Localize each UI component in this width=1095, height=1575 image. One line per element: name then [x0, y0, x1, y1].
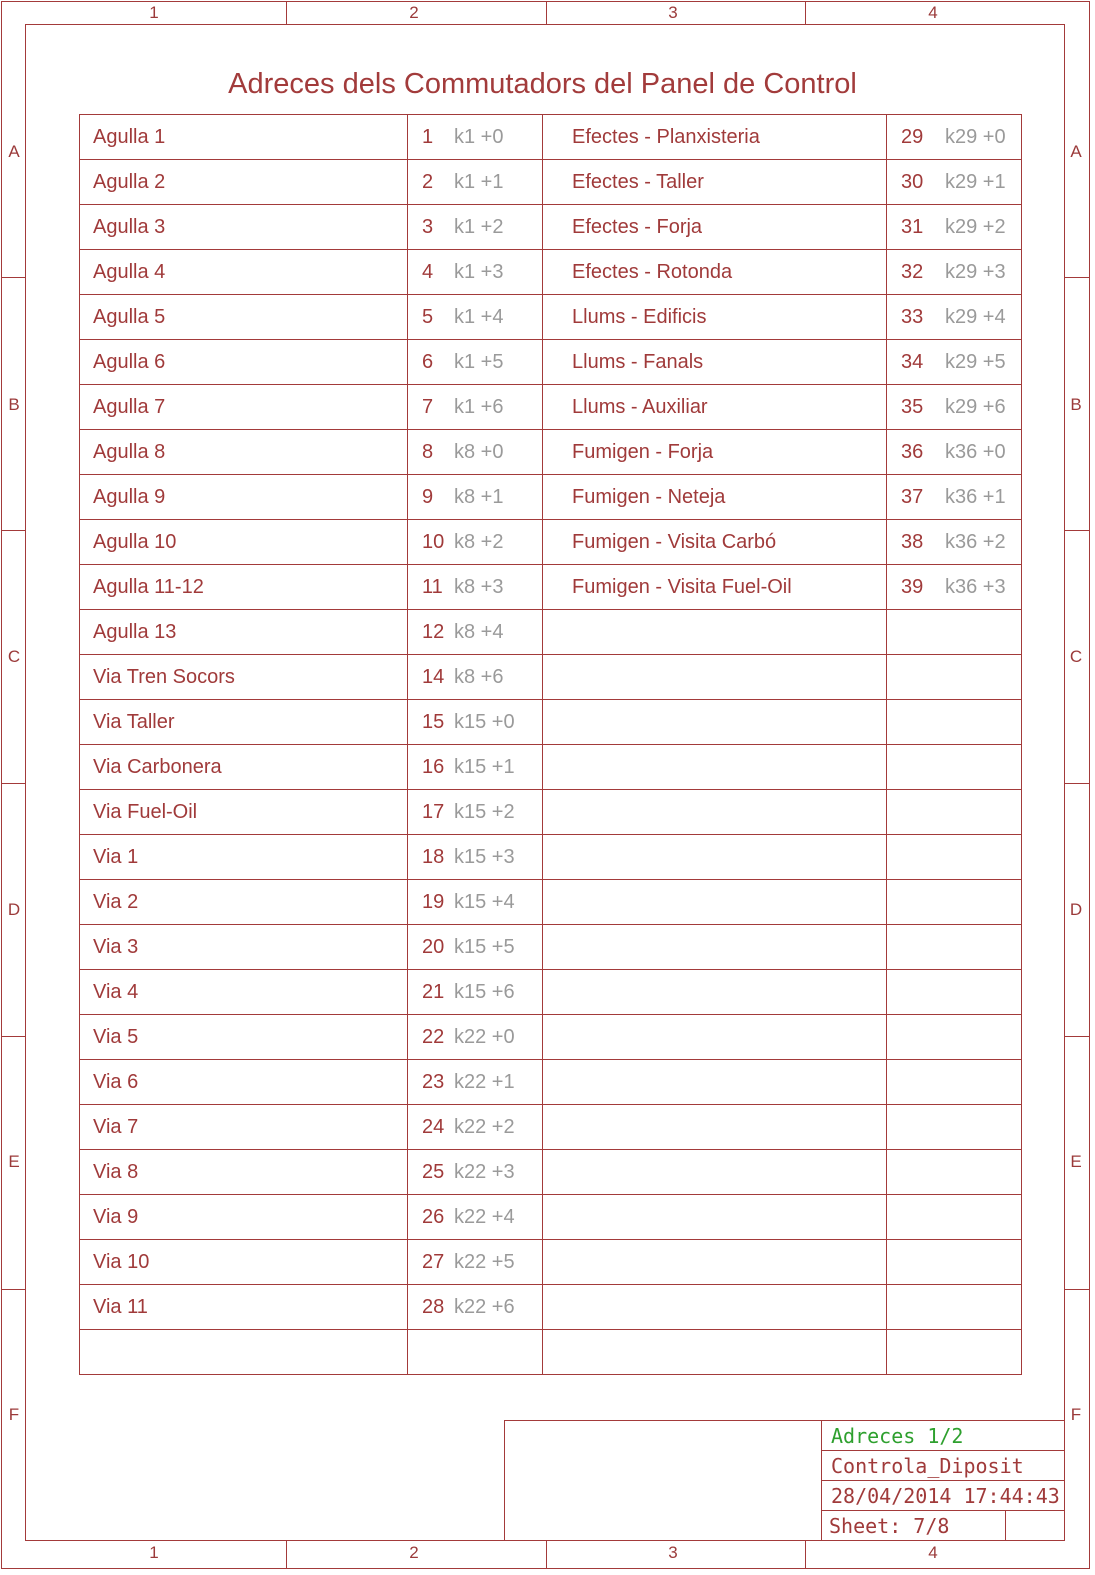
switch-address-cell [408, 295, 543, 340]
switch-name-cell [543, 520, 887, 565]
switch-address-cell [887, 115, 1022, 160]
switch-address-cell [408, 1330, 543, 1375]
switch-k-address: k36 +2 [945, 530, 1006, 553]
switch-name-cell [80, 520, 408, 565]
switch-name: Via 1 [93, 845, 139, 868]
switch-k-address: k8 +4 [454, 620, 504, 643]
switch-name: Via 9 [93, 1205, 139, 1228]
table-row [80, 1195, 1022, 1240]
switch-number: 32 [901, 260, 924, 283]
zone-divider [546, 1541, 547, 1568]
switch-address-cell [408, 700, 543, 745]
switch-number: 28 [422, 1295, 445, 1318]
switch-number: 36 [901, 440, 924, 463]
switch-number: 35 [901, 395, 924, 418]
switch-name-cell [80, 745, 408, 790]
switch-name-cell [543, 970, 887, 1015]
table-row [80, 1150, 1022, 1195]
switch-k-address: k29 +3 [945, 260, 1006, 283]
switch-name: Fumigen - Neteja [572, 485, 726, 508]
switch-name: Efectes - Planxisteria [572, 125, 760, 148]
switch-name: Via 2 [93, 890, 139, 913]
switch-number: 39 [901, 575, 924, 598]
switch-name-cell [80, 970, 408, 1015]
table-row [80, 835, 1022, 880]
switch-k-address: k22 +0 [454, 1025, 515, 1048]
switch-number: 26 [422, 1205, 445, 1228]
zone-divider [1, 783, 25, 784]
switch-number: 9 [422, 485, 434, 508]
switch-name: Via Carbonera [93, 755, 222, 778]
zone-label-col: 4 [928, 3, 938, 22]
switch-address-cell [887, 520, 1022, 565]
switch-address-cell [887, 385, 1022, 430]
switch-address-cell [408, 880, 543, 925]
switch-number: 14 [422, 665, 445, 688]
table-row [80, 790, 1022, 835]
table-row [80, 340, 1022, 385]
switch-name-cell [543, 430, 887, 475]
table-row [80, 205, 1022, 250]
switch-address-cell [408, 655, 543, 700]
switch-address-cell [408, 1015, 543, 1060]
switch-address-cell [887, 970, 1022, 1015]
switch-name: Agulla 2 [93, 170, 166, 193]
switch-number: 4 [422, 260, 434, 283]
switch-name-cell [80, 1105, 408, 1150]
switch-address-cell [887, 880, 1022, 925]
switch-number: 7 [422, 395, 434, 418]
switch-number: 24 [422, 1115, 445, 1138]
switch-address-cell [408, 1105, 543, 1150]
switch-name-cell [543, 565, 887, 610]
switch-address-cell [887, 1105, 1022, 1150]
switch-address-cell [408, 160, 543, 205]
switch-address-cell [408, 475, 543, 520]
switch-address-cell [408, 115, 543, 160]
switch-name: Llums - Edificis [572, 305, 707, 328]
zone-divider [1, 1036, 25, 1037]
table-row [80, 1240, 1022, 1285]
switch-address-cell [408, 970, 543, 1015]
switch-number: 38 [901, 530, 924, 553]
switch-number: 6 [422, 350, 434, 373]
table-row [80, 385, 1022, 430]
switch-k-address: k1 +2 [454, 215, 504, 238]
switch-address-cell [408, 610, 543, 655]
switch-address-cell [408, 430, 543, 475]
table-row [80, 430, 1022, 475]
switch-address-cell [408, 790, 543, 835]
zone-label-col: 1 [149, 3, 159, 22]
switch-name: Fumigen - Forja [572, 440, 714, 463]
zone-divider [1065, 1289, 1089, 1290]
address-table [79, 114, 1022, 1375]
switch-name: Efectes - Forja [572, 215, 703, 238]
switch-k-address: k22 +6 [454, 1295, 515, 1318]
switch-k-address: k29 +6 [945, 395, 1006, 418]
switch-k-address: k15 +2 [454, 800, 515, 823]
zone-label-row: B [8, 395, 20, 414]
switch-k-address: k8 +2 [454, 530, 504, 553]
zone-divider [1, 1289, 25, 1290]
switch-name-cell [543, 700, 887, 745]
switch-name-cell [543, 1060, 887, 1105]
switch-address-cell [887, 1150, 1022, 1195]
switch-k-address: k8 +6 [454, 665, 504, 688]
switch-k-address: k36 +0 [945, 440, 1006, 463]
switch-k-address: k15 +5 [454, 935, 515, 958]
switch-number: 31 [901, 215, 924, 238]
zone-divider [1, 530, 25, 531]
switch-address-cell [408, 1150, 543, 1195]
switch-address-cell [887, 1285, 1022, 1330]
switch-address-cell [887, 205, 1022, 250]
switch-address-cell [887, 340, 1022, 385]
switch-number: 1 [422, 125, 434, 148]
switch-number: 18 [422, 845, 445, 868]
switch-number: 29 [901, 125, 924, 148]
switch-name-cell [80, 160, 408, 205]
table-row [80, 745, 1022, 790]
switch-name-cell [543, 880, 887, 925]
page-title: Adreces dels Commutadors del Panel de Control [228, 68, 857, 100]
switch-name: Via 6 [93, 1070, 139, 1093]
switch-k-address: k29 +1 [945, 170, 1006, 193]
switch-name-cell [80, 430, 408, 475]
switch-name-cell [543, 1105, 887, 1150]
switch-address-cell [887, 1240, 1022, 1285]
zone-divider [1065, 530, 1089, 531]
switch-number: 3 [422, 215, 434, 238]
table-row [80, 565, 1022, 610]
switch-address-cell [887, 745, 1022, 790]
switch-name-cell [80, 1195, 408, 1240]
switch-name: Fumigen - Visita Carbó [572, 530, 777, 553]
switch-name-cell [543, 475, 887, 520]
switch-address-cell [408, 205, 543, 250]
switch-k-address: k29 +2 [945, 215, 1006, 238]
switch-name: Agulla 10 [93, 530, 177, 553]
switch-address-cell [887, 160, 1022, 205]
switch-name-cell [543, 1195, 887, 1240]
table-row [80, 1330, 1022, 1375]
switch-address-cell [887, 1195, 1022, 1240]
switch-k-address: k36 +1 [945, 485, 1006, 508]
switch-name-cell [543, 385, 887, 430]
zone-divider [546, 1, 547, 24]
zone-divider [805, 1, 806, 24]
switch-address-cell [887, 430, 1022, 475]
table-row [80, 880, 1022, 925]
switch-name-cell [80, 295, 408, 340]
zone-label-col: 1 [149, 1543, 159, 1562]
switch-name: Via Fuel-Oil [93, 800, 198, 823]
switch-k-address: k29 +0 [945, 125, 1006, 148]
switch-number: 37 [901, 485, 924, 508]
switch-name-cell [80, 340, 408, 385]
switch-name-cell [80, 250, 408, 295]
switch-name: Via 5 [93, 1025, 139, 1048]
switch-number: 23 [422, 1070, 445, 1093]
switch-name: Llums - Auxiliar [572, 395, 708, 418]
switch-number: 22 [422, 1025, 445, 1048]
switch-name-cell [543, 835, 887, 880]
switch-number: 5 [422, 305, 434, 328]
switch-number: 10 [422, 530, 445, 553]
switch-k-address: k15 +0 [454, 710, 515, 733]
switch-name: Agulla 1 [93, 125, 166, 148]
switch-name: Via 3 [93, 935, 139, 958]
switch-name-cell [80, 1060, 408, 1105]
switch-name-cell [80, 385, 408, 430]
switch-number: 2 [422, 170, 434, 193]
switch-name-cell [80, 700, 408, 745]
table-row [80, 1285, 1022, 1330]
switch-address-cell [887, 1015, 1022, 1060]
switch-k-address: k1 +5 [454, 350, 504, 373]
switch-name-cell [543, 745, 887, 790]
switch-name: Agulla 7 [93, 395, 166, 418]
switch-name: Via Tren Socors [93, 665, 235, 688]
table-row [80, 700, 1022, 745]
switch-name: Fumigen - Visita Fuel-Oil [572, 575, 792, 598]
switch-name-cell [543, 205, 887, 250]
switch-name: Agulla 8 [93, 440, 166, 463]
switch-name-cell [543, 790, 887, 835]
table-row [80, 475, 1022, 520]
switch-k-address: k29 +5 [945, 350, 1006, 373]
switch-address-cell [887, 925, 1022, 970]
switch-address-cell [408, 1060, 543, 1105]
sheet-title: Adreces 1/2 [831, 1424, 964, 1448]
switch-address-cell [408, 745, 543, 790]
switch-name: Via 4 [93, 980, 139, 1003]
zone-label-row: F [8, 1405, 20, 1424]
switch-k-address: k15 +6 [454, 980, 515, 1003]
switch-number: 16 [422, 755, 445, 778]
table-row [80, 115, 1022, 160]
switch-k-address: k1 +0 [454, 125, 504, 148]
zone-label-row: D [7, 900, 21, 919]
switch-k-address: k1 +3 [454, 260, 504, 283]
zone-label-col: 2 [409, 1543, 419, 1562]
switch-k-address: k1 +4 [454, 305, 504, 328]
table-row [80, 655, 1022, 700]
zone-divider [286, 1541, 287, 1568]
switch-name-cell [80, 115, 408, 160]
switch-address-cell [887, 700, 1022, 745]
switch-name-cell [80, 880, 408, 925]
switch-number: 21 [422, 980, 445, 1003]
switch-address-cell [887, 250, 1022, 295]
zone-label-row: D [1069, 900, 1083, 919]
switch-k-address: k15 +1 [454, 755, 515, 778]
switch-name-cell [80, 205, 408, 250]
switch-address-cell [887, 655, 1022, 700]
switch-address-cell [887, 1060, 1022, 1105]
switch-name: Via 10 [93, 1250, 150, 1273]
switch-name-cell [543, 1285, 887, 1330]
zone-label-row: E [1070, 1152, 1082, 1171]
switch-name: Via 11 [93, 1295, 148, 1318]
table-row [80, 970, 1022, 1015]
switch-number: 34 [901, 350, 924, 373]
switch-k-address: k1 +1 [454, 170, 504, 193]
zone-label-row: C [1069, 647, 1083, 666]
switch-number: 15 [422, 710, 445, 733]
switch-k-address: k36 +3 [945, 575, 1006, 598]
switch-name-cell [80, 610, 408, 655]
switch-number: 17 [422, 800, 445, 823]
switch-name: Agulla 6 [93, 350, 166, 373]
switch-name: Agulla 13 [93, 620, 177, 643]
switch-address-cell [408, 385, 543, 430]
switch-number: 27 [422, 1250, 445, 1273]
switch-address-cell [408, 340, 543, 385]
table-row [80, 925, 1022, 970]
switch-k-address: k22 +2 [454, 1115, 515, 1138]
switch-address-cell [408, 520, 543, 565]
table-row [80, 160, 1022, 205]
switch-address-cell [887, 790, 1022, 835]
switch-address-cell [887, 475, 1022, 520]
table-row [80, 250, 1022, 295]
switch-number: 25 [422, 1160, 445, 1183]
switch-name-cell [543, 340, 887, 385]
zone-label-row: F [1070, 1405, 1082, 1424]
switch-k-address: k1 +6 [454, 395, 504, 418]
zone-divider [1065, 783, 1089, 784]
table-row [80, 610, 1022, 655]
switch-k-address: k22 +1 [454, 1070, 515, 1093]
table-row [80, 1060, 1022, 1105]
switch-name-cell [80, 1240, 408, 1285]
switch-address-cell [408, 1285, 543, 1330]
switch-name-cell [80, 1150, 408, 1195]
switch-name-cell [80, 565, 408, 610]
switch-name: Efectes - Taller [572, 170, 704, 193]
switch-name: Via Taller [93, 710, 175, 733]
switch-address-cell [408, 1195, 543, 1240]
switch-address-cell [887, 295, 1022, 340]
switch-name-cell [543, 655, 887, 700]
switch-name: Agulla 3 [93, 215, 166, 238]
switch-name-cell [80, 835, 408, 880]
switch-name-cell [543, 115, 887, 160]
switch-k-address: k15 +4 [454, 890, 515, 913]
zone-divider [1, 277, 25, 278]
switch-name: Efectes - Rotonda [572, 260, 733, 283]
switch-k-address: k22 +4 [454, 1205, 515, 1228]
switch-name-cell [80, 925, 408, 970]
switch-number: 8 [422, 440, 434, 463]
switch-name: Agulla 11-12 [93, 575, 204, 598]
switch-name: Via 8 [93, 1160, 139, 1183]
sheet-number: Sheet: 7/8 [829, 1514, 950, 1538]
switch-number: 11 [422, 575, 443, 598]
switch-number: 12 [422, 620, 445, 643]
switch-name-cell [80, 790, 408, 835]
switch-name-cell [543, 295, 887, 340]
zone-divider [805, 1541, 806, 1568]
switch-address-cell [408, 1240, 543, 1285]
zone-label-col: 3 [668, 3, 678, 22]
switch-name-cell [543, 1330, 887, 1375]
switch-name-cell [543, 1240, 887, 1285]
switch-address-cell [887, 1330, 1022, 1375]
switch-address-cell [408, 565, 543, 610]
switch-address-cell [887, 610, 1022, 655]
switch-name-cell [543, 250, 887, 295]
switch-name: Agulla 4 [93, 260, 166, 283]
switch-address-cell [408, 250, 543, 295]
switch-name-cell [543, 925, 887, 970]
switch-name-cell [543, 1150, 887, 1195]
switch-name: Via 7 [93, 1115, 139, 1138]
table-row [80, 1015, 1022, 1060]
zone-divider [1065, 1036, 1089, 1037]
switch-k-address: k8 +3 [454, 575, 504, 598]
switch-name: Agulla 5 [93, 305, 166, 328]
zone-label-row: A [8, 142, 20, 161]
switch-address-cell [887, 565, 1022, 610]
switch-name-cell [80, 655, 408, 700]
zone-divider [286, 1, 287, 24]
switch-k-address: k22 +3 [454, 1160, 515, 1183]
switch-k-address: k22 +5 [454, 1250, 515, 1273]
switch-name: Agulla 9 [93, 485, 166, 508]
zone-label-row: E [8, 1152, 20, 1171]
switch-k-address: k15 +3 [454, 845, 515, 868]
switch-number: 30 [901, 170, 924, 193]
switch-address-cell [408, 925, 543, 970]
title-block-divider [1005, 1510, 1006, 1541]
zone-label-row: A [1070, 142, 1082, 161]
zone-divider [1065, 277, 1089, 278]
table-row [80, 1105, 1022, 1150]
switch-name-cell [543, 1015, 887, 1060]
switch-name-cell [80, 1285, 408, 1330]
switch-name-cell [80, 1330, 408, 1375]
switch-number: 19 [422, 890, 445, 913]
switch-number: 20 [422, 935, 445, 958]
switch-number: 33 [901, 305, 924, 328]
zone-label-col: 3 [668, 1543, 678, 1562]
zone-label-row: C [7, 647, 21, 666]
switch-name-cell [80, 1015, 408, 1060]
switch-name-cell [543, 610, 887, 655]
switch-address-cell [408, 835, 543, 880]
zone-label-col: 4 [928, 1543, 938, 1562]
switch-k-address: k29 +4 [945, 305, 1006, 328]
zone-label-row: B [1070, 395, 1082, 414]
switch-k-address: k8 +1 [454, 485, 504, 508]
switch-name: Llums - Fanals [572, 350, 704, 373]
table-row [80, 520, 1022, 565]
zone-label-col: 2 [409, 3, 419, 22]
project-name: Controla_Diposit [831, 1454, 1024, 1478]
switch-address-cell [887, 835, 1022, 880]
switch-name-cell [543, 160, 887, 205]
timestamp: 28/04/2014 17:44:43 [831, 1484, 1060, 1508]
switch-name-cell [80, 475, 408, 520]
switch-k-address: k8 +0 [454, 440, 504, 463]
table-row [80, 295, 1022, 340]
